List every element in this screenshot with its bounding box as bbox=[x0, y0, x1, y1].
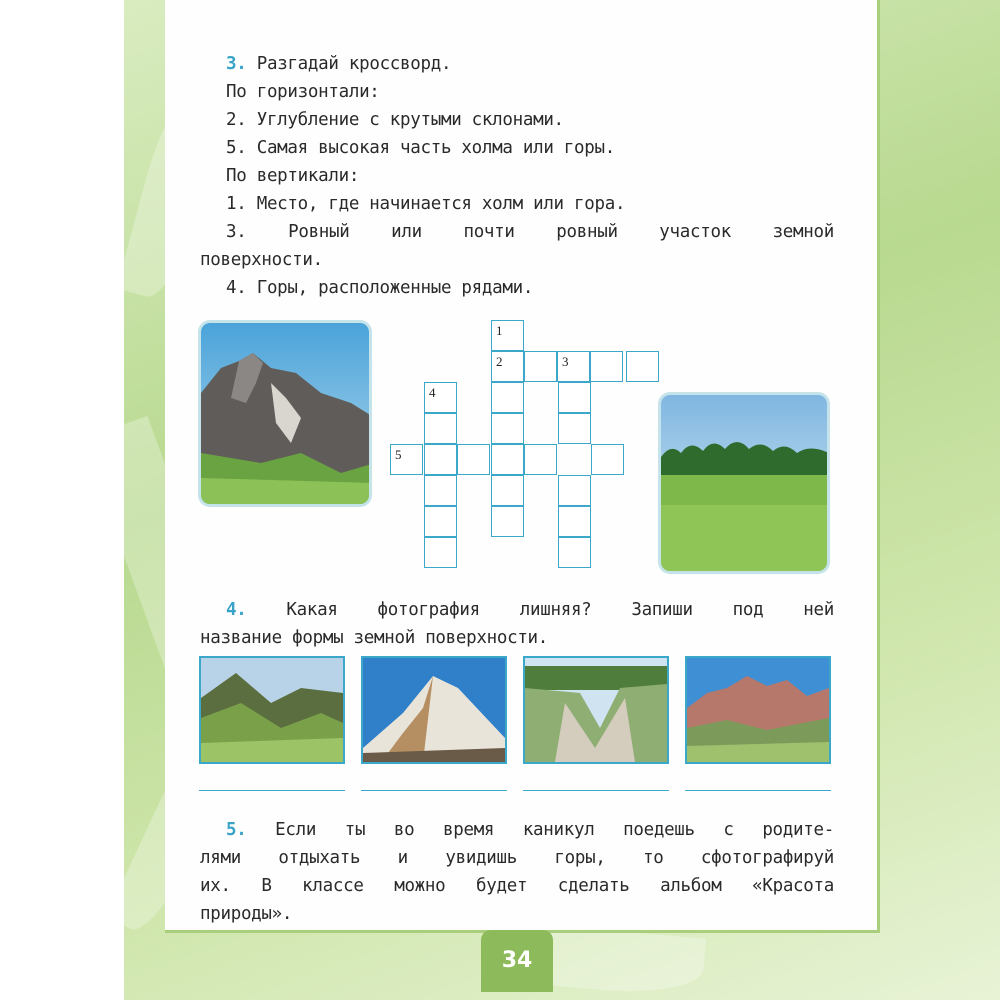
snow-peak-photo[interactable] bbox=[361, 656, 507, 764]
crossword-cell[interactable] bbox=[424, 413, 457, 444]
task5-block bbox=[200, 816, 834, 928]
crossword-cell[interactable] bbox=[491, 506, 524, 537]
answer-line[interactable] bbox=[361, 790, 507, 791]
hills-photo[interactable] bbox=[199, 656, 345, 764]
task5-line4: природы». bbox=[200, 904, 293, 924]
plain-photo bbox=[658, 392, 830, 574]
crossword-cell[interactable] bbox=[491, 382, 524, 413]
mountain-photo bbox=[198, 320, 372, 507]
task3-number: 3. bbox=[226, 54, 247, 74]
clue-vertical-1: 1. Место, где начинается холм или гора. bbox=[226, 194, 626, 214]
crossword-cell[interactable] bbox=[524, 444, 557, 475]
crossword-cell[interactable] bbox=[424, 537, 457, 568]
crossword-cell[interactable] bbox=[424, 475, 457, 506]
crossword-cell[interactable] bbox=[558, 537, 591, 568]
task5-line1: 5. Если ты во время каникул поедешь с родите- bbox=[226, 820, 834, 840]
page-number: 34 bbox=[481, 930, 553, 992]
crossword-cell[interactable] bbox=[390, 444, 423, 475]
answer-line[interactable] bbox=[523, 790, 669, 791]
answer-line[interactable] bbox=[199, 790, 345, 791]
answer-line[interactable] bbox=[685, 790, 831, 791]
horizontal-header: По горизонтали: bbox=[226, 82, 380, 102]
clue-vertical-3-cont: поверхности. bbox=[200, 250, 323, 270]
task5-number: 5. bbox=[226, 820, 247, 840]
task3-block bbox=[200, 50, 834, 302]
clue-number-2: 2 bbox=[496, 354, 503, 369]
rocky-mountains-photo[interactable] bbox=[685, 656, 831, 764]
clue-number-1: 1 bbox=[496, 323, 503, 338]
crossword-cell[interactable] bbox=[491, 475, 524, 506]
crossword-cell[interactable] bbox=[558, 475, 591, 506]
task5-line3: их. В классе можно будет сделать альбом «Красота bbox=[200, 876, 834, 896]
clue-horizontal-2: 2. Углубление с крутыми склонами. bbox=[226, 110, 564, 130]
task4-block bbox=[200, 596, 834, 652]
crossword-cell[interactable] bbox=[558, 382, 591, 413]
crossword-cell[interactable] bbox=[491, 320, 524, 351]
clue-vertical-4: 4. Горы, расположенные рядами. bbox=[226, 278, 534, 298]
clue-vertical-3: 3. Ровный или почти ровный участок земной bbox=[226, 222, 834, 242]
clue-number-4: 4 bbox=[429, 385, 436, 400]
clue-horizontal-5: 5. Самая высокая часть холма или горы. bbox=[226, 138, 615, 158]
crossword-cell[interactable] bbox=[591, 444, 624, 475]
task3-title: Разгадай кроссворд. bbox=[256, 54, 452, 74]
crossword-cell[interactable] bbox=[557, 351, 590, 382]
crossword-cell[interactable] bbox=[558, 413, 591, 444]
crossword-cell[interactable] bbox=[491, 413, 524, 444]
crossword-cell[interactable] bbox=[424, 506, 457, 537]
crossword-cell[interactable] bbox=[457, 444, 490, 475]
task4-line2: название формы земной поверхности. bbox=[200, 628, 549, 648]
crossword-cell[interactable] bbox=[590, 351, 623, 382]
clue-number-3: 3 bbox=[562, 354, 569, 369]
task4-line1: 4. Какая фотография лишняя? Запиши под ней bbox=[226, 600, 834, 620]
crossword-cell[interactable] bbox=[491, 444, 524, 475]
clue-number-5: 5 bbox=[395, 447, 402, 462]
task4-number: 4. bbox=[226, 600, 247, 620]
crossword-cell[interactable] bbox=[424, 382, 457, 413]
crossword-cell[interactable] bbox=[524, 351, 557, 382]
vertical-header: По вертикали: bbox=[226, 166, 360, 186]
task5-line2: лями отдыхать и увидишь горы, то сфотографируй bbox=[200, 848, 834, 868]
crossword-cell[interactable] bbox=[558, 506, 591, 537]
crossword-cell[interactable] bbox=[491, 351, 524, 382]
crossword-cell[interactable] bbox=[424, 444, 457, 475]
ravine-photo[interactable] bbox=[523, 656, 669, 764]
crossword-cell[interactable] bbox=[626, 351, 659, 382]
